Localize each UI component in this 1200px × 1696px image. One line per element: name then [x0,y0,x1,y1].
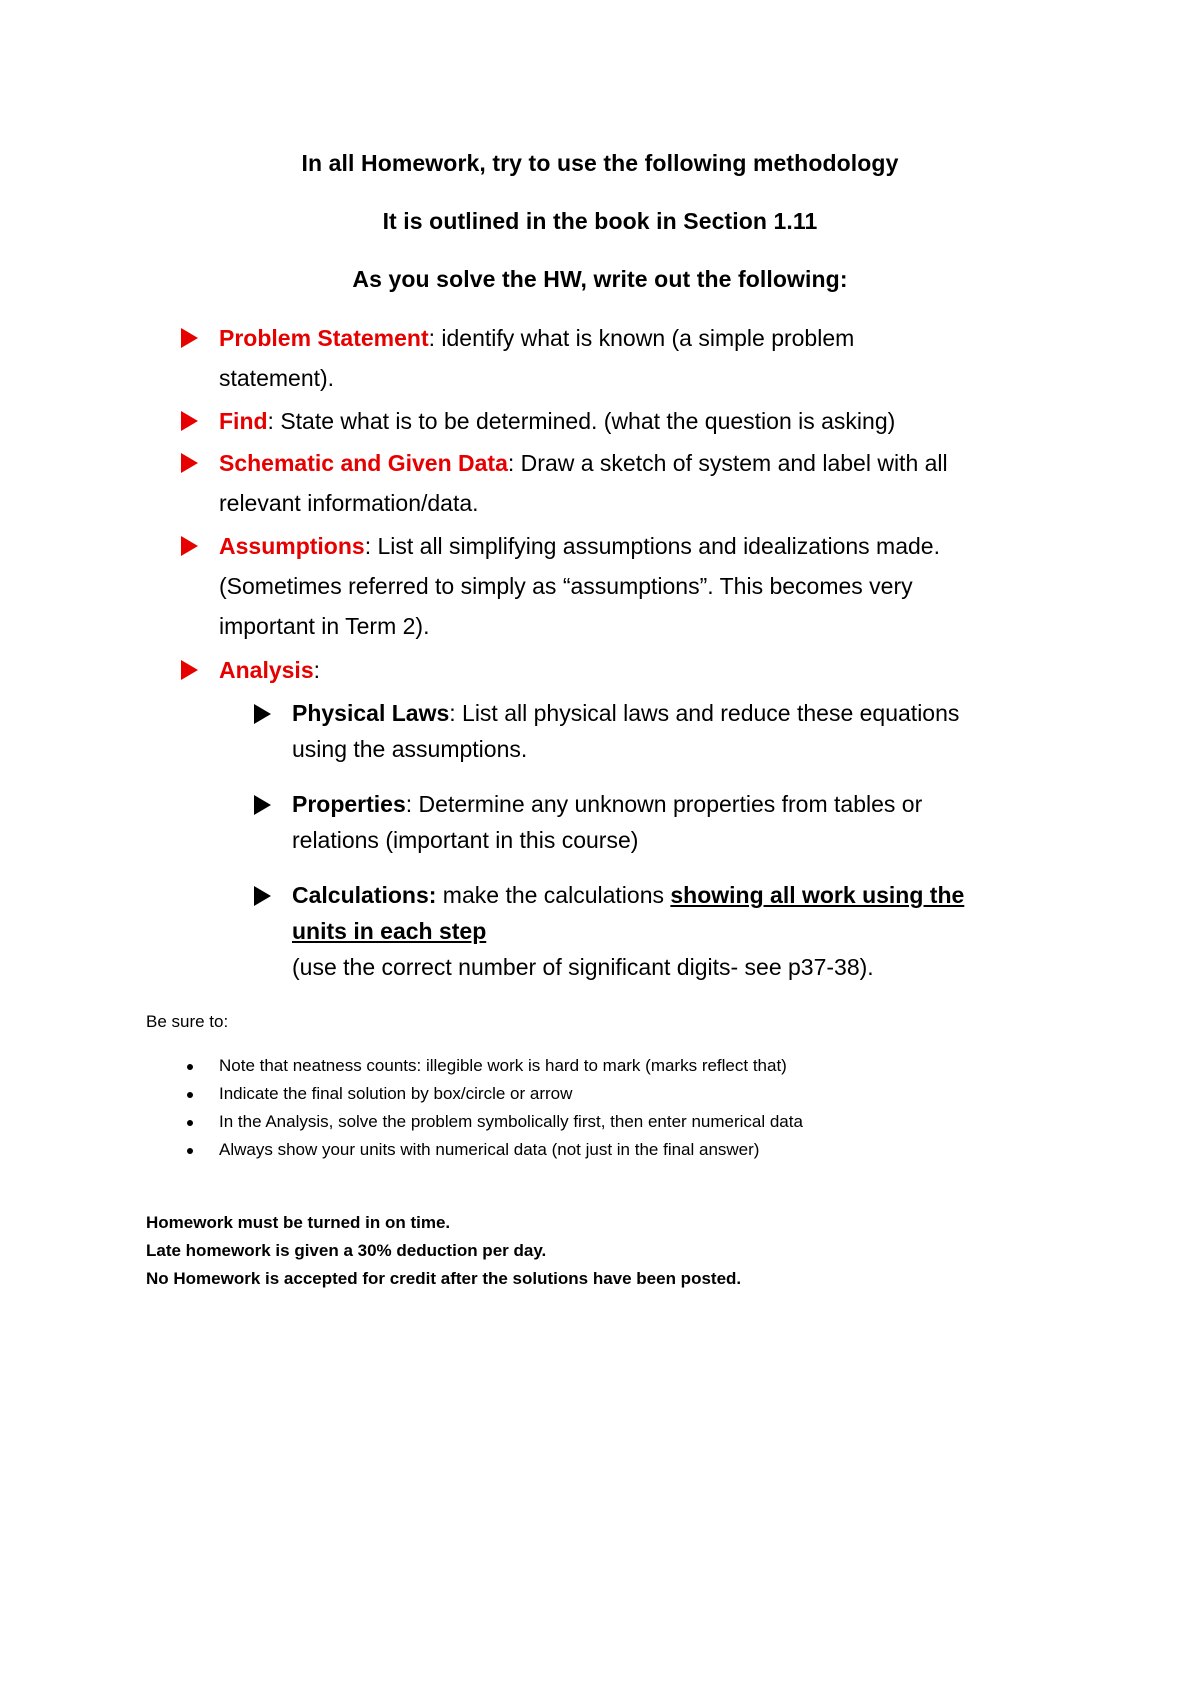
step-label: Find [219,408,268,434]
sub-emphasis: showing all work using the [670,882,965,908]
step-label: Problem Statement [219,325,429,351]
list-item: Note that neatness counts: illegible work is hard to mark (marks reflect that) [187,1056,787,1076]
policy-on-time: Homework must be turned in on time. [146,1213,451,1232]
step-text-cont: statement). [219,365,335,391]
triangle-bullet-icon [254,795,271,815]
sub-text-cont: (use the correct number of significant digits- see p37-38). [292,954,874,980]
sub-text-cont: using the assumptions. [292,736,528,762]
analysis-properties [258,786,1058,858]
triangle-bullet-icon [254,886,271,906]
step-text-cont: important in Term 2). [219,613,430,639]
policy-late: Late homework is given a 30% deduction per day. [146,1241,547,1260]
step-text: : [313,657,320,683]
bullet-dot-icon [187,1092,193,1098]
heading-methodology: In all Homework, try to use the following methodology [301,150,899,176]
step-assumptions [185,526,1045,646]
triangle-bullet-icon [181,328,198,348]
sub-label: Physical Laws [292,700,450,726]
sub-label: Properties [292,791,406,817]
heading-section: It is outlined in the book in Section 1.11 [382,208,818,234]
sub-text: make the calculations [436,882,671,908]
step-label: Assumptions [219,533,365,559]
step-problem-statement [185,318,1045,398]
list-item: In the Analysis, solve the problem symbolically first, then enter numerical data [187,1112,803,1132]
step-text: : Draw a sketch of system and label with all [507,450,948,476]
sub-text: : List all physical laws and reduce these equations [449,700,960,726]
step-analysis [185,650,1045,690]
analysis-physical-laws [258,695,1058,767]
bullet-dot-icon [187,1120,193,1126]
triangle-bullet-icon [181,660,198,680]
sub-emphasis-cont: units in each step [292,918,487,944]
list-item: Indicate the final solution by box/circle or arrow [187,1084,572,1104]
list-item: Always show your units with numerical data (not just in the final answer) [187,1140,759,1160]
triangle-bullet-icon [181,453,198,473]
step-text-cont: relevant information/data. [219,490,479,516]
bullet-dot-icon [187,1148,193,1154]
step-text: : identify what is known (a simple problem [428,325,855,351]
analysis-calculations [258,877,1058,985]
be-sure-title: Be sure to: [146,1012,229,1031]
step-text-cont: (Sometimes referred to simply as “assumptions”. This becomes very [219,573,913,599]
step-text: : State what is to be determined. (what the question is asking) [267,408,896,434]
sub-text-cont: relations (important in this course) [292,827,639,853]
bullet-dot-icon [187,1064,193,1070]
triangle-bullet-icon [254,704,271,724]
triangle-bullet-icon [181,411,198,431]
step-label: Analysis [219,657,314,683]
step-text: : List all simplifying assumptions and idealizations made. [364,533,940,559]
step-label: Schematic and Given Data [219,450,508,476]
step-find [185,401,1045,441]
step-schematic [185,443,1045,523]
triangle-bullet-icon [181,536,198,556]
heading-instruction: As you solve the HW, write out the following: [352,266,848,292]
policy-no-credit: No Homework is accepted for credit after the solutions have been posted. [146,1269,742,1288]
sub-label: Calculations: [292,882,437,908]
sub-text: : Determine any unknown properties from tables or [405,791,923,817]
